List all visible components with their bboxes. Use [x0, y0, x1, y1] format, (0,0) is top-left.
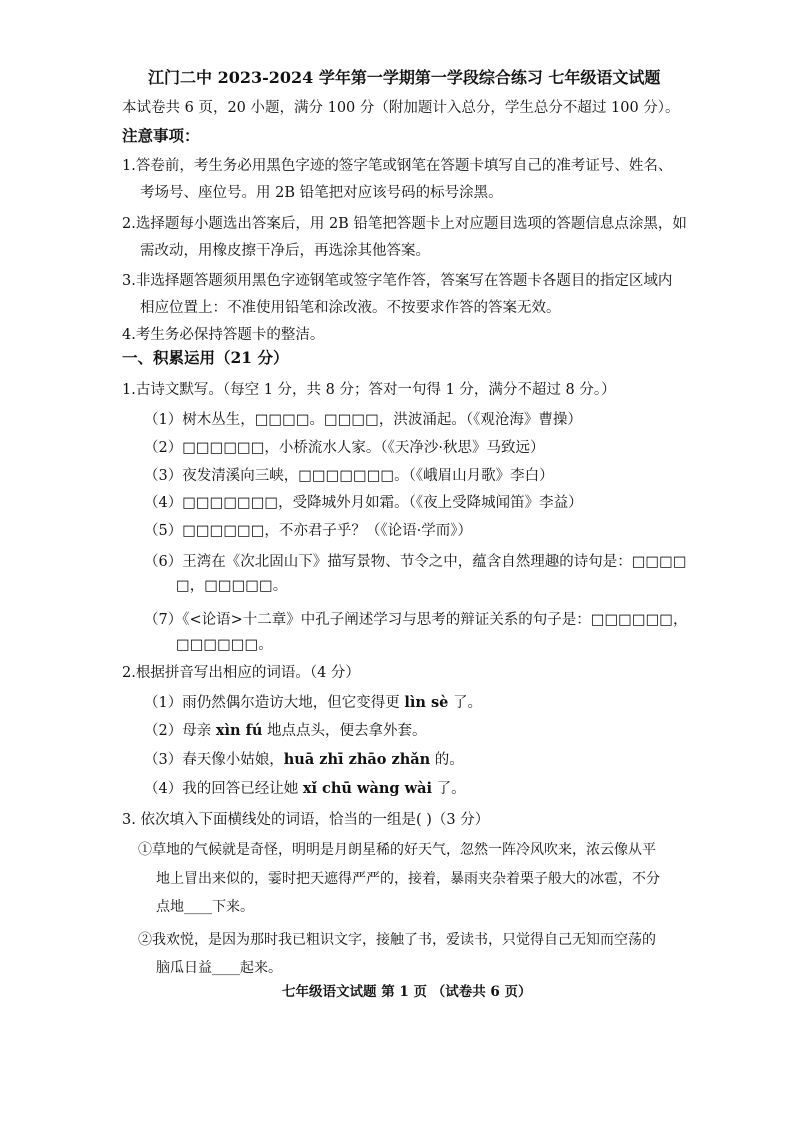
section-heading: 一、积累运用（21 分） — [122, 348, 289, 367]
item-text: （1）雨仍然偶尔造访大地，但它变得更 — [144, 695, 405, 711]
passage-line: ①草地的气候就是奇怪，明明是月朗星稀的好天气，忽然一阵冷风吹来，浓云像从平 — [138, 842, 656, 858]
passage-line: 点地____下来。 — [156, 899, 254, 915]
passage-line: ②我欢悦，是因为那时我已粗识文字，接触了书，爱读书，只觉得自己无知而空荡的 — [138, 932, 656, 948]
question-1-item: （5）□□□□□□，不亦君子乎？（《论语·学而》） — [144, 523, 473, 539]
question-1-item: （1）树木丛生，□□□□。□□□□，洪波涌起。（《观沧海》曹操） — [144, 412, 582, 428]
notes-line: 需改动，用橡皮擦干净后，再选涂其他答案。 — [140, 243, 430, 259]
question-1-item: （7）《<论语>十二章》中孔子阐述学习与思考的辩证关系的句子是：□□□□□□， — [144, 612, 688, 628]
notes-heading: 注意事项： — [122, 126, 200, 145]
notes-line: 相应位置上：不准使用铅笔和涂改液。不按要求作答的答案无效。 — [140, 300, 561, 316]
passage-line: 地上冒出来似的，霎时把天遮得严严的，接着，暴雨夹杂着栗子般大的冰雹，不分 — [156, 871, 660, 887]
notes-line: 考场号、座位号。用 2B 铅笔把对应该号码的标号涂黑。 — [140, 185, 503, 201]
item-text: 了。 — [432, 781, 466, 797]
notes-line: 4.考生务必保持答题卡的整洁。 — [122, 327, 325, 343]
question-1-item: □□□□□□。 — [176, 637, 273, 653]
question-1-item: （6）王湾在《次北固山下》描写景物、节令之中，蕴含自然理趣的诗句是：□□□□ — [144, 554, 687, 570]
exam-info: 本试卷共 6 页，20 小题，满分 100 分（附加题计入总分，学生总分不超过 100 分）。 — [122, 100, 680, 116]
item-text: （4）我的回答已经让她 — [144, 781, 303, 797]
item-text: （2）母亲 — [144, 723, 216, 739]
notes-line: 2.选择题每小题选出答案后，用 2B 铅笔把答题卡上对应题目选项的答题信息点涂黑，如 — [122, 216, 687, 232]
passage-line: 脑瓜日益____起来。 — [156, 960, 282, 976]
question-2-stem: 2.根据拼音写出相应的词语。（4 分） — [122, 665, 360, 681]
item-text: （3）春天像小姑娘， — [144, 752, 284, 768]
question-3-stem: 3. 依次填入下面横线处的词语，恰当的一组是( )（3 分） — [122, 812, 490, 828]
question-2-item — [144, 693, 482, 713]
question-1-item: （2）□□□□□□，小桥流水人家。（《天净沙·秋思》马致远） — [144, 440, 545, 456]
question-2-item — [144, 721, 426, 741]
pinyin: xǐ chū wàng wài — [302, 780, 432, 797]
notes-line: 1.答卷前，考生务必用黑色字迹的签字笔或钢笔在答题卡填写自己的准考证号、姓名、 — [122, 158, 673, 174]
notes-line: 3.非选择题答题须用黑色字迹钢笔或签字笔作答，答案写在答题卡各题目的指定区域内 — [122, 273, 673, 289]
pinyin: huā zhī zhāo zhǎn — [283, 751, 431, 768]
question-1-item: （3）夜发清溪向三峡，□□□□□□□。（《峨眉山月歌》李白） — [144, 468, 554, 484]
question-2-item — [144, 750, 464, 770]
question-1-stem: 1.古诗文默写。（每空 1 分，共 8 分；答对一句得 1 分，满分不超过 8 分。） — [122, 382, 616, 398]
pinyin: lìn sè — [404, 694, 449, 711]
item-text: 地点点头，便去拿外套。 — [262, 723, 427, 739]
item-text: 的。 — [430, 752, 464, 768]
pinyin: xìn fú — [215, 722, 263, 739]
question-1-item: □，□□□□□。 — [176, 578, 288, 594]
question-1-item: （4）□□□□□□□，受降城外月如霜。（《夜上受降城闻笛》李益） — [144, 495, 583, 511]
page-footer: 七年级语文试题 第 1 页 （试卷共 6 页） — [282, 984, 532, 1000]
item-text: 了。 — [448, 695, 482, 711]
question-2-item — [144, 779, 466, 799]
exam-title: 江门二中 2023-2024 学年第一学期第一学段综合练习 七年级语文试题 — [148, 68, 661, 87]
